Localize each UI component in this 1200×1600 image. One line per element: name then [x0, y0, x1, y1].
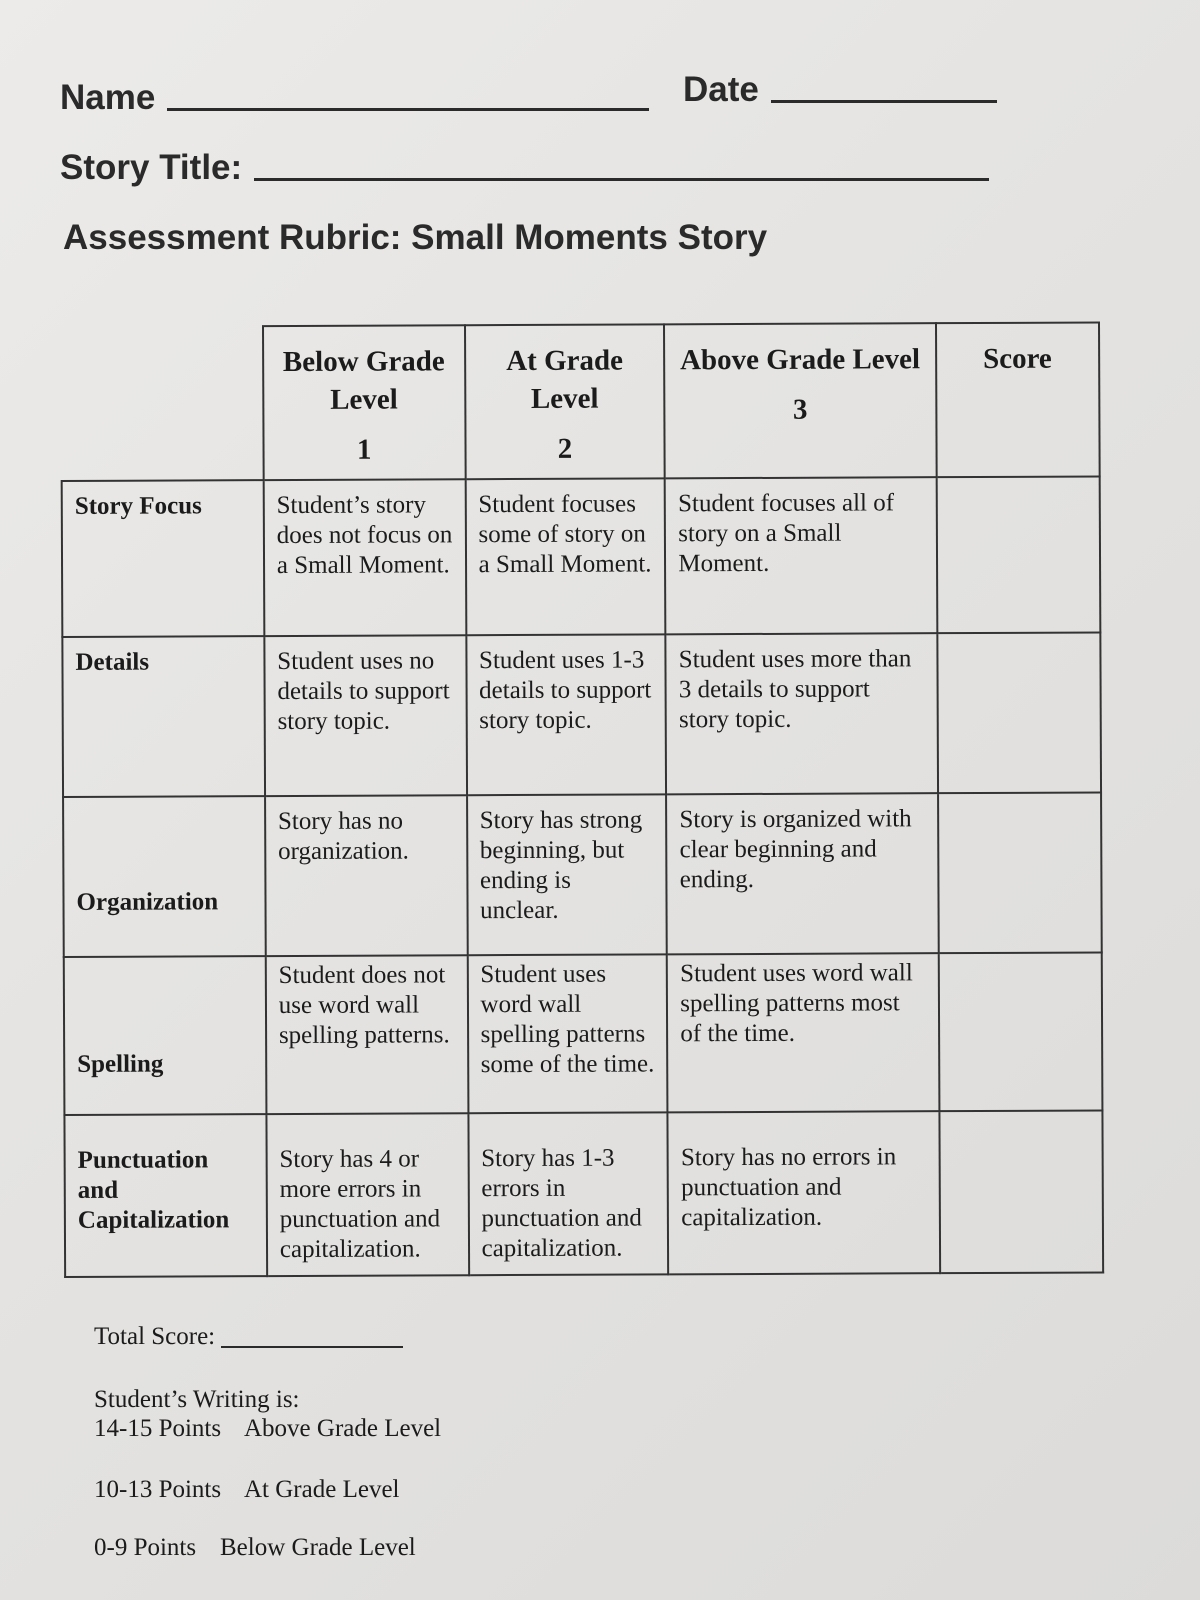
- range-points: 14-15 Points: [94, 1415, 222, 1442]
- name-label: Name: [60, 78, 156, 117]
- descriptor-cell: Student uses no details to support story topic.: [264, 635, 466, 796]
- descriptor-cell: Story has no errors in punctuation and capitalization.: [668, 1111, 940, 1274]
- rubric-corner-cell: [61, 326, 263, 481]
- level-number: 1: [356, 433, 372, 466]
- level-number: 2: [557, 432, 573, 465]
- score-cell[interactable]: [938, 792, 1102, 953]
- score-range-at: [94, 1475, 399, 1505]
- writing-is-label: Student’s Writing is:: [94, 1386, 300, 1413]
- total-score-row: [94, 1322, 403, 1352]
- descriptor-cell: Student focuses all of story on a Small Moment.: [665, 477, 937, 634]
- level-header-at: [465, 324, 665, 479]
- rubric-row-story-focus: [62, 476, 1101, 637]
- name-field-row: [60, 78, 649, 118]
- descriptor-cell: Story has 1-3 errors in punctuation and capitalization.: [468, 1112, 668, 1275]
- range-level: Below Grade Level: [220, 1534, 416, 1561]
- criterion-label: Punctuation and Capitalization: [64, 1114, 267, 1277]
- date-input-line[interactable]: [771, 100, 997, 103]
- criterion-label: Spelling: [64, 956, 267, 1115]
- descriptor-cell: Student focuses some of story on a Small Moment.: [465, 478, 665, 635]
- descriptor-cell: Story has strong beginning, but ending is unclear.: [467, 794, 667, 955]
- descriptor-cell: Story is organized with clear beginning and ending.: [666, 793, 938, 954]
- level-label: Above Grade Level: [679, 343, 921, 377]
- total-score-input-line[interactable]: [221, 1346, 403, 1348]
- descriptor-cell: Student does not use word wall spelling patterns.: [266, 955, 468, 1114]
- range-level: At Grade Level: [244, 1476, 400, 1503]
- score-cell[interactable]: [938, 952, 1102, 1111]
- rubric-header-row: [61, 322, 1100, 481]
- score-cell[interactable]: [939, 1110, 1103, 1273]
- criterion-label: Details: [62, 636, 265, 797]
- rubric-title: Assessment Rubric: Small Moments Story: [63, 218, 768, 257]
- date-field-row: [683, 70, 997, 110]
- range-points: 10-13 Points: [94, 1476, 222, 1503]
- descriptor-cell: Student uses 1-3 details to support story topic.: [466, 634, 666, 795]
- score-range-below: [94, 1533, 416, 1563]
- rubric-row-punctuation: [64, 1110, 1103, 1277]
- rubric-row-organization: [63, 792, 1102, 957]
- descriptor-cell: Story has no organization.: [265, 795, 467, 956]
- level-label: Below Grade Level: [282, 345, 445, 416]
- rubric-table: [60, 321, 1104, 1278]
- descriptor-cell: Student’s story does not focus on a Small Moment.: [263, 479, 465, 636]
- criterion-label: Organization: [63, 796, 266, 957]
- descriptor-cell: Student uses word wall spelling patterns some of the time.: [467, 954, 667, 1113]
- rubric-row-spelling: [64, 952, 1103, 1115]
- story-title-field-row: [60, 148, 989, 188]
- descriptor-cell: Story has 4 or more errors in punctuation and capitalization.: [266, 1113, 468, 1276]
- date-label: Date: [683, 70, 759, 109]
- story-title-label: Story Title:: [60, 148, 243, 187]
- level-label: At Grade Level: [506, 344, 624, 415]
- story-title-input-line[interactable]: [254, 178, 989, 181]
- score-cell[interactable]: [936, 476, 1100, 633]
- score-cell[interactable]: [937, 632, 1101, 793]
- level-header-above: [664, 323, 936, 478]
- total-score-label: Total Score:: [94, 1323, 216, 1350]
- descriptor-cell: Student uses more than 3 details to support story topic.: [666, 633, 938, 794]
- name-input-line[interactable]: [167, 108, 649, 111]
- range-points: 0-9 Points: [94, 1534, 197, 1561]
- score-header: Score: [935, 322, 1099, 477]
- descriptor-cell: Student uses word wall spelling patterns most of the time.: [667, 953, 939, 1112]
- range-level: Above Grade Level: [244, 1415, 442, 1442]
- score-range-above: [94, 1414, 441, 1444]
- rubric-row-details: [62, 632, 1101, 797]
- criterion-label: Story Focus: [62, 480, 264, 637]
- level-number: 3: [792, 393, 808, 426]
- level-header-below: [263, 325, 465, 480]
